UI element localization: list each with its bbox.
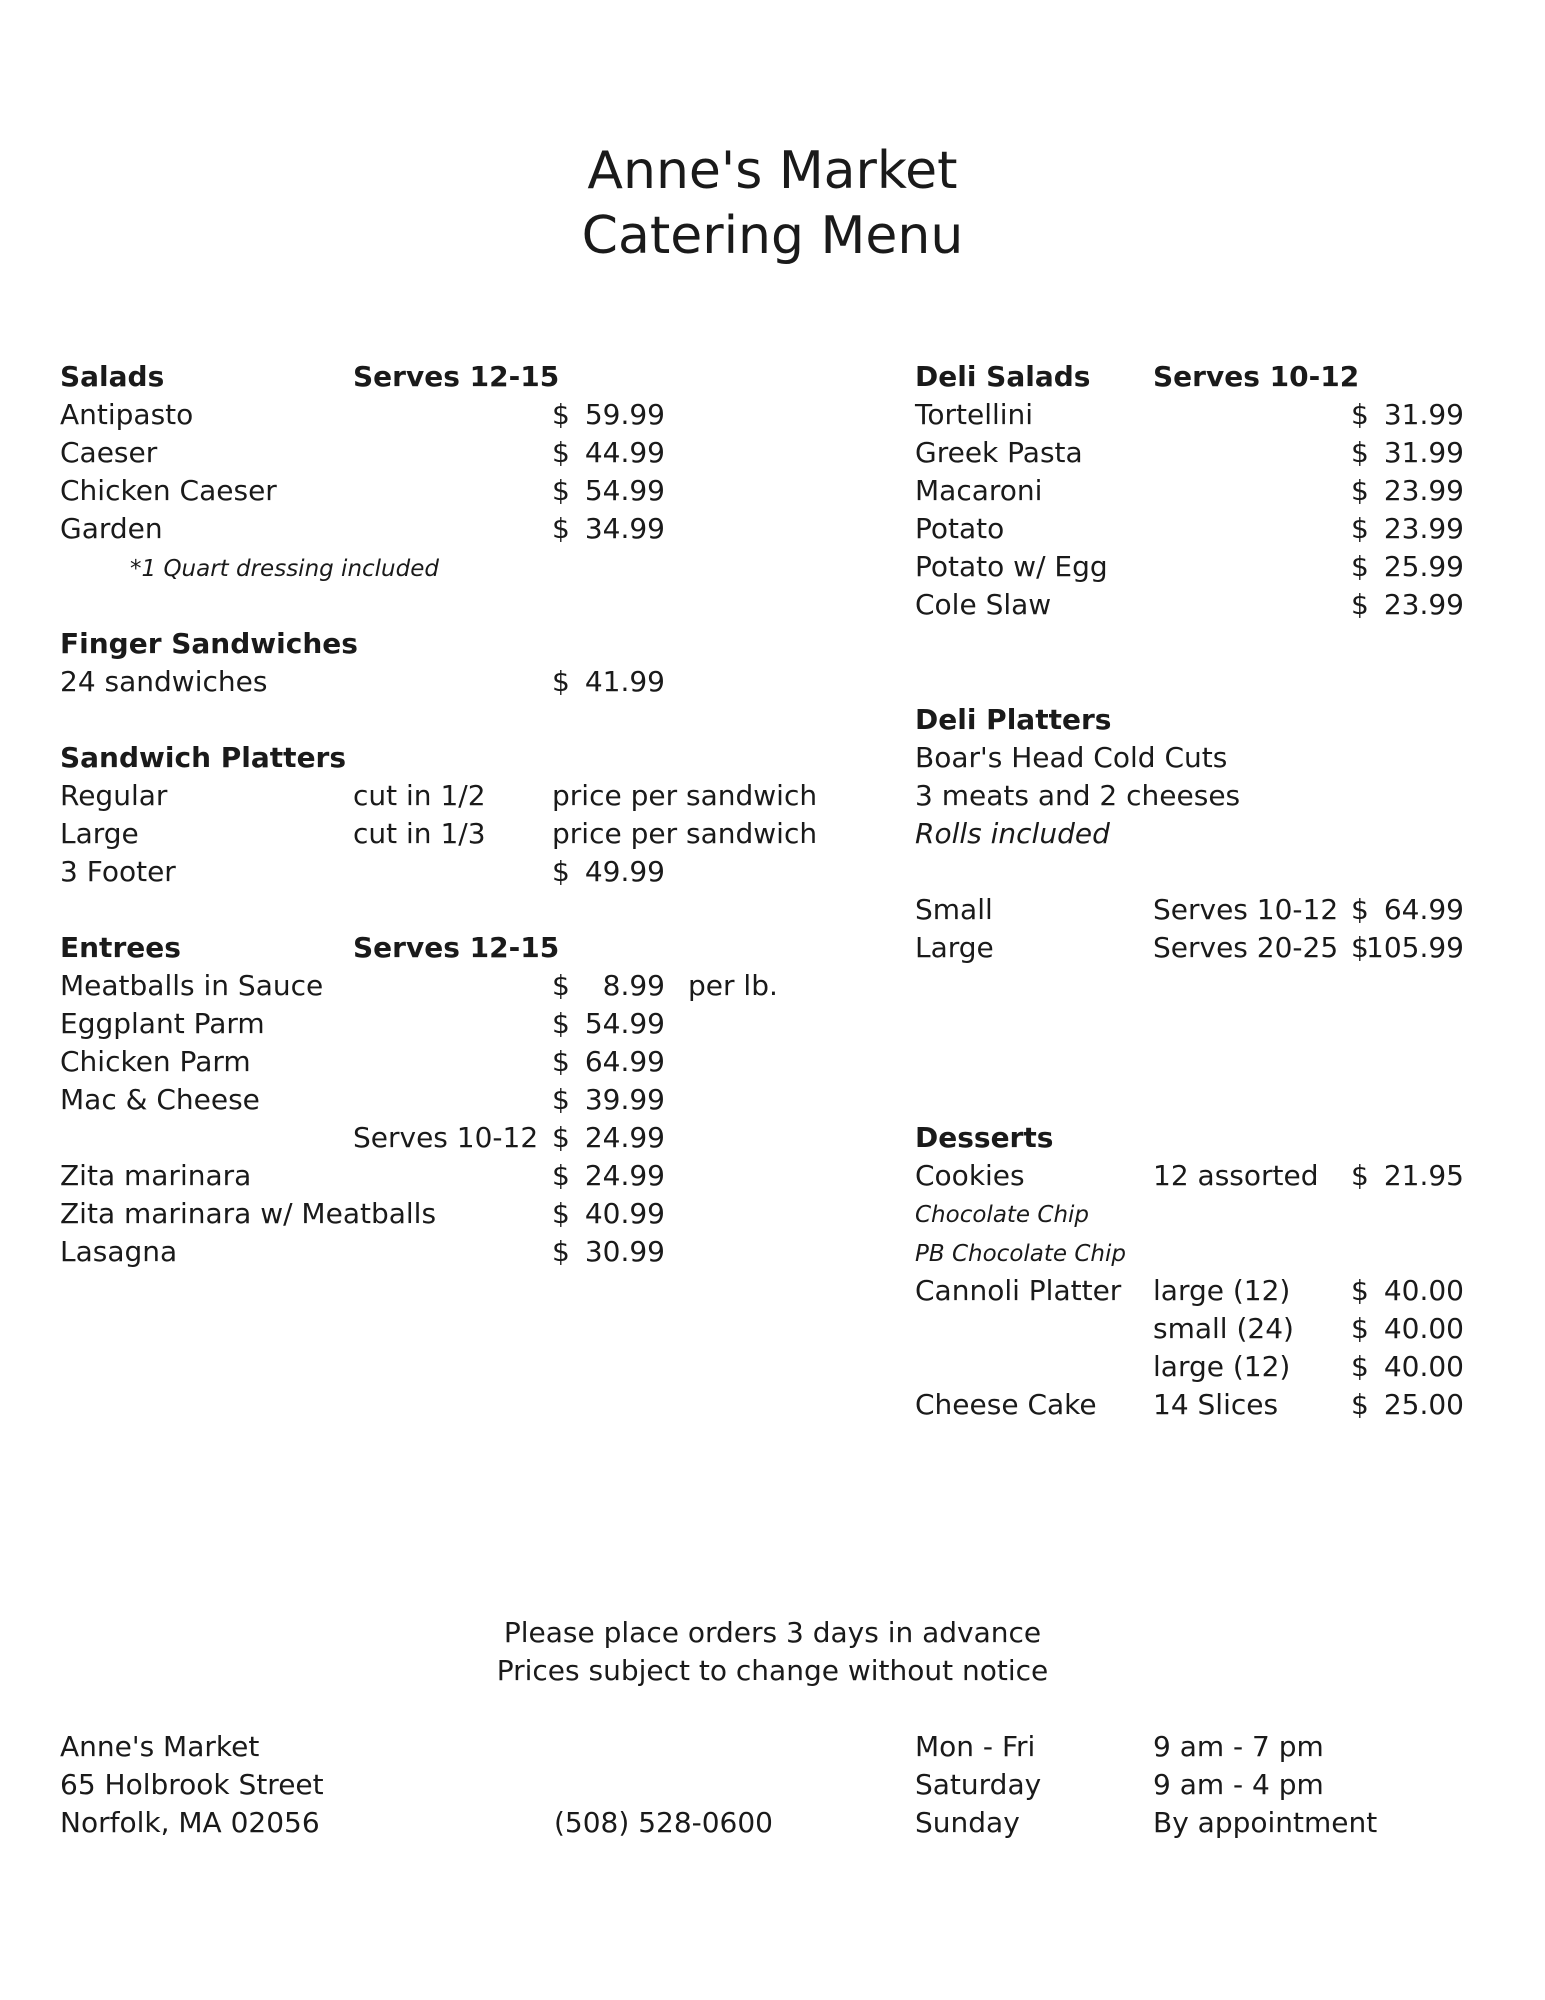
sandwich-platters-heading: Sandwich Platters — [60, 741, 347, 774]
menu-item-price: 49.99 — [584, 855, 665, 888]
menu-item-size: large (12) — [1153, 1350, 1291, 1383]
desserts-heading: Desserts — [915, 1121, 1054, 1154]
menu-item-price: 39.99 — [584, 1083, 665, 1116]
menu-item-name: Eggplant Parm — [60, 1007, 265, 1040]
currency-symbol: $ — [552, 512, 570, 545]
deli-platters-description: 3 meats and 2 cheeses — [915, 779, 1241, 812]
hours-day: Mon - Fri — [915, 1730, 1036, 1763]
menu-item-price: 64.99 — [584, 1045, 665, 1078]
order-notice: Please place orders 3 days in advance — [503, 1616, 1042, 1649]
menu-item-name: Small — [915, 893, 993, 926]
finger-sandwiches-heading: Finger Sandwiches — [60, 627, 358, 660]
deli-platters-description: Boar's Head Cold Cuts — [915, 741, 1228, 774]
menu-item-serves: Serves 10-12 — [353, 1121, 539, 1154]
currency-symbol: $ — [1351, 398, 1369, 431]
menu-item-name: Lasagna — [60, 1235, 178, 1268]
currency-symbol: $ — [1351, 512, 1369, 545]
deli-platters-heading: Deli Platters — [915, 703, 1112, 736]
menu-item-price: 24.99 — [584, 1159, 665, 1192]
currency-symbol: $ — [1351, 474, 1369, 507]
menu-item-name: Cookies — [915, 1159, 1025, 1192]
menu-item-name: Chicken Parm — [60, 1045, 251, 1078]
menu-item-price: 31.99 — [1383, 436, 1464, 469]
menu-item-name: Potato w/ Egg — [915, 550, 1108, 583]
currency-symbol: $ — [552, 1083, 570, 1116]
menu-item-price: 24.99 — [584, 1121, 665, 1154]
menu-item-price: 40.00 — [1383, 1274, 1464, 1307]
hours-time: By appointment — [1153, 1806, 1378, 1839]
entrees-heading: Entrees — [60, 931, 181, 964]
menu-item-cut: cut in 1/3 — [353, 817, 486, 850]
currency-symbol: $ — [552, 1159, 570, 1192]
menu-item-price: 23.99 — [1383, 588, 1464, 621]
menu-item-name: Large — [915, 931, 994, 964]
menu-item-price-text: price per sandwich — [552, 817, 818, 850]
menu-item-price-text: price per sandwich — [552, 779, 818, 812]
currency-symbol: $ — [552, 855, 570, 888]
menu-item-price: 41.99 — [584, 665, 665, 698]
currency-symbol: $ — [1351, 588, 1369, 621]
currency-symbol: $ — [1351, 931, 1369, 964]
cookie-flavor: Chocolate Chip — [915, 1202, 1090, 1228]
menu-item-name: Cannoli Platter — [915, 1274, 1122, 1307]
menu-item-price: 40.99 — [584, 1197, 665, 1230]
menu-item-name: Meatballs in Sauce — [60, 969, 324, 1002]
currency-symbol: $ — [1351, 1274, 1369, 1307]
page-title: Anne's Market — [587, 141, 958, 201]
menu-item-price: 23.99 — [1383, 474, 1464, 507]
menu-item-name: Cheese Cake — [915, 1388, 1097, 1421]
menu-item-name: Mac & Cheese — [60, 1083, 260, 1116]
hours-time: 9 am - 7 pm — [1153, 1730, 1324, 1763]
currency-symbol: $ — [552, 665, 570, 698]
hours-day: Sunday — [915, 1806, 1020, 1839]
menu-item-price: 23.99 — [1383, 512, 1464, 545]
menu-item-size: small (24) — [1153, 1312, 1294, 1345]
deli-platters-note: Rolls included — [915, 817, 1110, 850]
footer-city: Norfolk, MA 02056 — [60, 1806, 320, 1839]
salads-note: *1 Quart dressing included — [130, 556, 439, 582]
menu-item-price: 40.00 — [1383, 1312, 1464, 1345]
menu-item-name: Greek Pasta — [915, 436, 1083, 469]
currency-symbol: $ — [1351, 436, 1369, 469]
menu-item-name: Large — [60, 817, 139, 850]
menu-item-price: 40.00 — [1383, 1350, 1464, 1383]
salads-heading: Salads — [60, 360, 165, 393]
menu-item-price: 54.99 — [584, 1007, 665, 1040]
hours-day: Saturday — [915, 1768, 1042, 1801]
menu-item-name: Regular — [60, 779, 168, 812]
currency-symbol: $ — [1351, 893, 1369, 926]
currency-symbol: $ — [552, 1045, 570, 1078]
menu-item-name: Garden — [60, 512, 163, 545]
currency-symbol: $ — [1351, 550, 1369, 583]
menu-item-price: 25.99 — [1383, 550, 1464, 583]
price-notice: Prices subject to change without notice — [496, 1654, 1049, 1687]
menu-item-name: 3 Footer — [60, 855, 176, 888]
currency-symbol: $ — [1351, 1312, 1369, 1345]
currency-symbol: $ — [552, 398, 570, 431]
footer-business-name: Anne's Market — [60, 1730, 260, 1763]
menu-item-name: Zita marinara — [60, 1159, 252, 1192]
menu-item-name: Zita marinara w/ Meatballs — [60, 1197, 437, 1230]
hours-time: 9 am - 4 pm — [1153, 1768, 1324, 1801]
menu-item-qty: 14 Slices — [1153, 1388, 1279, 1421]
menu-item-name: Tortellini — [915, 398, 1034, 431]
menu-item-name: Antipasto — [60, 398, 194, 431]
currency-symbol: $ — [1351, 1388, 1369, 1421]
menu-item-price: 31.99 — [1383, 398, 1464, 431]
menu-item-serves: Serves 10-12 — [1153, 893, 1339, 926]
currency-symbol: $ — [552, 1197, 570, 1230]
footer-street: 65 Holbrook Street — [60, 1768, 324, 1801]
menu-item-price: 44.99 — [584, 436, 665, 469]
menu-item-name: Macaroni — [915, 474, 1043, 507]
menu-item-price: 59.99 — [584, 398, 665, 431]
salads-serves: Serves 12-15 — [353, 360, 560, 393]
currency-symbol: $ — [1351, 1159, 1369, 1192]
menu-item-price: 105.99 — [1366, 931, 1464, 964]
menu-item-name: 24 sandwiches — [60, 665, 268, 698]
currency-symbol: $ — [552, 969, 570, 1002]
menu-item-name: Cole Slaw — [915, 588, 1052, 621]
menu-item-unit: per lb. — [688, 969, 778, 1002]
menu-item-price: 21.95 — [1383, 1159, 1464, 1192]
currency-symbol: $ — [552, 436, 570, 469]
menu-item-price: 8.99 — [602, 969, 665, 1002]
deli-salads-serves: Serves 10-12 — [1153, 360, 1360, 393]
menu-item-price: 34.99 — [584, 512, 665, 545]
menu-item-price: 25.00 — [1383, 1388, 1464, 1421]
cookie-flavor: PB Chocolate Chip — [915, 1241, 1126, 1267]
menu-item-name: Caeser — [60, 436, 158, 469]
menu-item-size: large (12) — [1153, 1274, 1291, 1307]
currency-symbol: $ — [1351, 1350, 1369, 1383]
menu-item-price: 30.99 — [584, 1235, 665, 1268]
currency-symbol: $ — [552, 1007, 570, 1040]
deli-salads-heading: Deli Salads — [915, 360, 1091, 393]
currency-symbol: $ — [552, 1235, 570, 1268]
page-subtitle: Catering Menu — [581, 206, 964, 266]
currency-symbol: $ — [552, 474, 570, 507]
entrees-serves: Serves 12-15 — [353, 931, 560, 964]
menu-item-cut: cut in 1/2 — [353, 779, 486, 812]
menu-item-price: 64.99 — [1383, 893, 1464, 926]
menu-item-name: Chicken Caeser — [60, 474, 277, 507]
footer-phone: (508) 528-0600 — [554, 1806, 773, 1839]
menu-item-serves: Serves 20-25 — [1153, 931, 1339, 964]
menu-item-qty: 12 assorted — [1153, 1159, 1319, 1192]
currency-symbol: $ — [552, 1121, 570, 1154]
menu-item-price: 54.99 — [584, 474, 665, 507]
menu-item-name: Potato — [915, 512, 1005, 545]
